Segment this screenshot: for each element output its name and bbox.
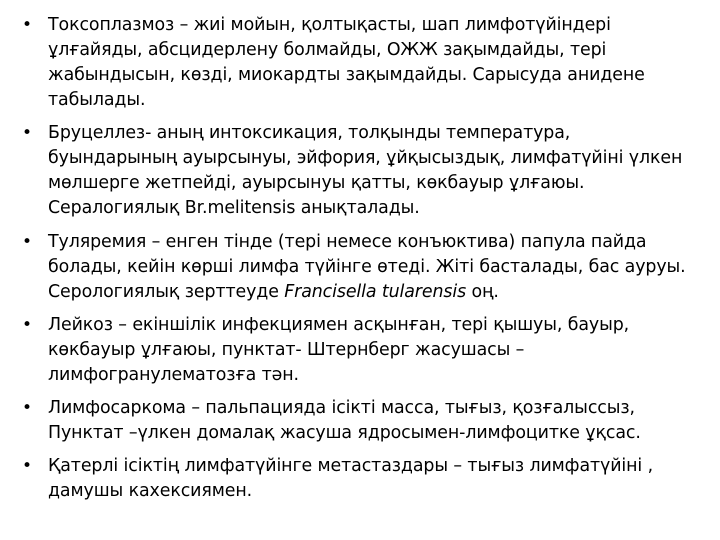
bullet-text: Бруцеллез- аның интоксикация, толқынды температура, буындарының ауырсынуы, эйфория, ұйқысыздық, лимфатүйіні үлкен мөлшерге жетпейді, ауырсынуы қатты, көкбауыр ұлғаюы. Сералогиялық Br.melitensis анықталады.	[48, 123, 683, 219]
bullet-metastases	[20, 454, 686, 504]
bullet-text: Токсоплазмоз – жиі мойын, қолтықасты, шап лимфотүйіндері ұлғайяды, абсцидерлену болмайды, ОЖЖ зақымдайды, тері жабындысын, көзді, миокардты зақымдайды. Сарысуда анидене табылады.	[48, 15, 645, 110]
bullet-text: Туляремия – енген тінде (тері немесе конъюктива) папула пайда болады, кейін көрші лимфа түйінге өтеді. Жіті басталады, бас ауруы. Серологиялық зерттеуде	[48, 231, 686, 302]
bullet-marker: •	[22, 314, 32, 335]
bullet-marker: •	[22, 398, 32, 419]
bullet-lymphosarcoma	[20, 396, 686, 446]
bullet-marker: •	[22, 456, 32, 477]
bullet-brucellosis	[20, 121, 686, 221]
bullet-text: Лейкоз – екіншілік инфекциямен асқынған, тері қышуы, бауыр, көкбауыр ұлғаюы, пунктат- Штернберг жасушасы – лимфогранулематозға тән.	[48, 314, 630, 385]
bullet-tularemia	[20, 230, 686, 305]
bullet-text: Қатерлі ісіктің лимфатүйінге метастаздары – тығыз лимфатүйіні , дамушы кахексиямен.	[48, 456, 654, 502]
bullet-marker: •	[22, 231, 32, 252]
bullet-leukemia	[20, 313, 686, 388]
bullet-marker: •	[22, 123, 32, 144]
bullet-text-italic: Francisella tularensis	[284, 281, 467, 302]
bullet-toxoplasmosis	[20, 13, 686, 113]
bullet-list	[20, 13, 686, 504]
bullet-text-end: оң.	[466, 281, 499, 302]
bullet-marker: •	[22, 15, 32, 35]
bullet-text: Лимфосаркома – пальпацияда ісікті масса, тығыз, қозғалыссыз, Пунктат –үлкен домалақ жасуша ядросымен-лимфоцитке ұқсас.	[48, 398, 641, 444]
